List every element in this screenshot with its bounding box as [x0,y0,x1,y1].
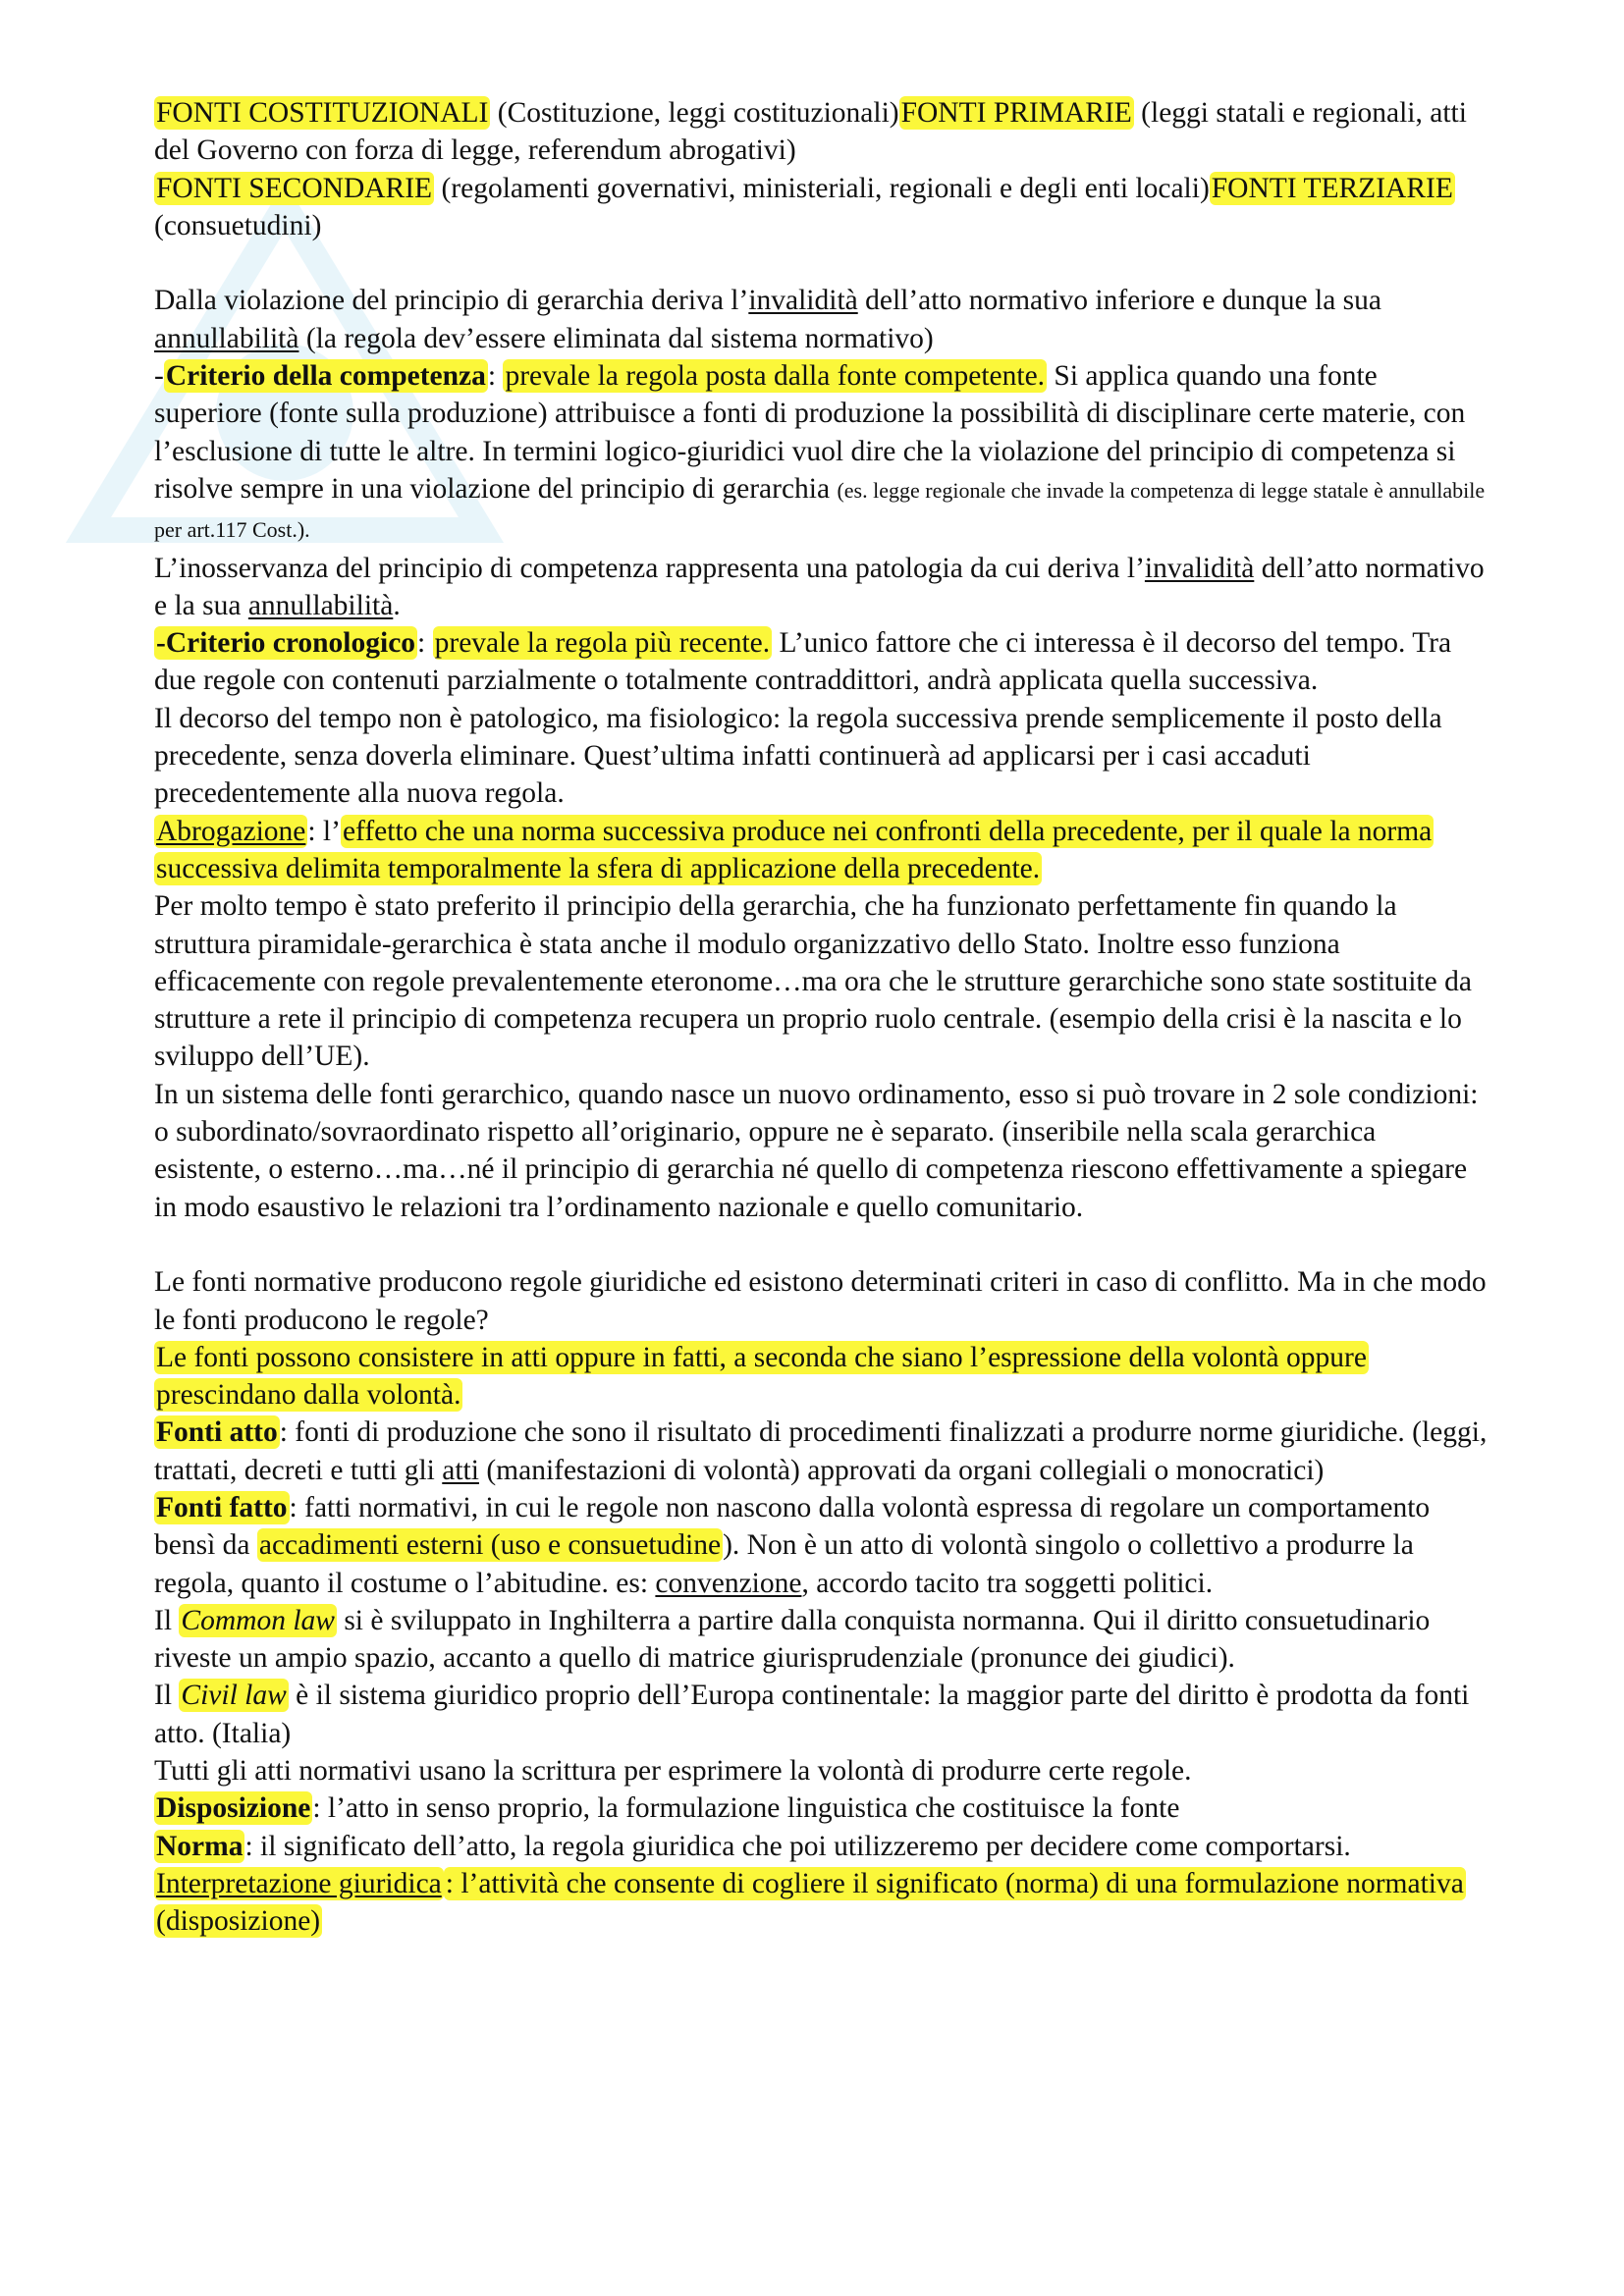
fonti-atto-paragraph: Fonti atto: fonti di produzione che sono il risultato di procedimenti finalizzati a produrre norme giuridiche. (leggi, trattati, decreti e tutti gli atti (manifestazioni di volontà) approvati da organi collegiali o monocratici) [154,1416,1488,1486]
fonti-terziarie-label: FONTI TERZIARIE [1211,172,1453,204]
norma-label: Norma [156,1830,244,1862]
abrogazione-paragraph: Abrogazione: l’effetto che una norma successiva produce nei confronti della precedente, per il quale la norma successiva delimita temporalmente la sfera di applicazione della precedente. [156,815,1433,884]
criterio-cronologico-label: -Criterio cronologico [156,627,416,660]
inosservanza-paragraph: L’inosservanza del principio di competenza rappresenta una patologia da cui deriva l’invalidità dell’atto normativo e la sua annullabilità. [154,552,1485,621]
fonti-primarie-label: FONTI PRIMARIE [900,97,1132,129]
norma-paragraph: Norma: il significato dell’atto, la regola giuridica che poi utilizzeremo per decidere come comportarsi. [156,1830,1351,1862]
sistema-fonti-paragraph: In un sistema delle fonti gerarchico, quando nasce un nuovo ordinamento, esso si può trovare in 2 sole condizioni: o subordinato/sovraordinato rispetto all’originario, oppure ne è separato. (inseribile nella scala gerarchica esistente, o esterno…ma…né il principio di gerarchia né quello di competenza riescono effettivamente a spiegare in modo esaustivo le relazioni tra l’ordinamento nazionale e quello comunitario. [154,1078,1479,1223]
interpretazione-label: Interpretazione giuridica [156,1867,442,1899]
civil-law-paragraph: Il Civil law è il sistema giuridico proprio dell’Europa continentale: la maggior parte del diritto è prodotta da fonti atto. (Italia) [154,1680,1470,1749]
abrogazione-label: Abrogazione [156,815,306,847]
fonti-secondarie-label: FONTI SECONDARIE [156,172,433,204]
document-page [154,94,1489,1941]
fonti-costituzionali-label: FONTI COSTITUZIONALI [156,97,489,129]
decorso-paragraph: Il decorso del tempo non è patologico, ma fisiologico: la regola successiva prende semplicemente il posto della precedente, senza doverla eliminare. Quest’ultima infatti continuerà ad applicarsi per i casi accaduti precedentemente alla nuova regola. [154,702,1442,810]
scrittura-paragraph: Tutti gli atti normativi usano la scrittura per esprimere la volontà di produrre certe regole. [154,1755,1192,1788]
criterio-cronologico-paragraph: -Criterio cronologico: prevale la regola più recente. L’unico fattore che ci interessa è il decorso del tempo. Tra due regole con contenuti parzialmente o totalmente contraddittori, andrà applicata quella successiva. [154,627,1452,697]
criterio-competenza-paragraph: -Criterio della competenza: prevale la regola posta dalla fonte competente. Si applica quando una fonte superiore (fonte sulla produzione) attribuisce a fonti di produzione la possibilità di disciplinare certe materie, con l’esclusione di tutte le altre. In termini logico-giuridici vuol dire che la violazione del principio di competenza si risolve sempre in una violazione del principio di gerarchia (es. legge regionale che invade la competenza di legge statale è annullabile per art.117 Cost.). [154,360,1486,543]
fonti-fatto-paragraph: Fonti fatto: fatti normativi, in cui le regole non nascono dalla volontà espressa di regolare un comportamento bensì da accadimenti esterni (uso e consuetudine). Non è un atto di volontà singolo o collettivo a produrre la regola, quanto il costume o l’abitudine. es: convenzione, accordo tacito tra soggetti politici. [154,1491,1431,1599]
fonti-fatto-label: Fonti fatto [156,1491,288,1523]
interpretazione-paragraph: Interpretazione giuridica : l’attività che consente di cogliere il significato (norma) di una formulazione normativa (disposizione) [156,1867,1464,1938]
fonti-normative-intro: Le fonti normative producono regole giuridiche ed esistono determinati criteri in caso di conflitto. Ma in che modo le fonti producono le regole? [154,1266,1487,1336]
criterio-competenza-label: Criterio della competenza [165,360,486,393]
disposizione-paragraph: Disposizione: l’atto in senso proprio, la formulazione linguistica che costituisce la fonte [156,1792,1180,1825]
fonti-list: FONTI COSTITUZIONALI (Costituzione, leggi costituzionali)FONTI PRIMARIE (leggi statali e regionali, atti del Governo con forza di legge, referendum abrogativi) FONTI SECONDARIE (regolamenti governativi, ministeriali, regionali e degli enti locali)FONTI TERZIARIE (consuetudini) [154,97,1467,241]
common-law-label: Common law [181,1604,335,1636]
common-law-paragraph: Il Common law si è sviluppato in Inghilterra a partire dalla conquista normanna. Qui il diritto consuetudinario riveste un ampio spazio, accanto a quello di matrice giurisprudenziale (pronunce dei giudici). [154,1604,1431,1675]
per-molto-tempo-paragraph: Per molto tempo è stato preferito il principio della gerarchia, che ha funzionato perfettamente fin quando la struttura piramidale-gerarchica è stata anche il modulo organizzativo dello Stato. Inoltre esso funziona efficacemente con regole prevalentemente eteronome…ma ora che le strutture gerarchiche sono state sostituite da strutture a rete il principio di competenza recupera un proprio ruolo centrale. (esempio della crisi è la nascita e lo sviluppo dell’UE). [154,890,1472,1073]
civil-law-label: Civil law [181,1680,287,1712]
gerarchia-paragraph: Dalla violazione del principio di gerarchia deriva l’invalidità dell’atto normativo inferiore e dunque la sua annullabilità (la regola dev’essere eliminata dal sistema normativo) [154,285,1382,354]
fonti-atto-label: Fonti atto [156,1416,278,1449]
atti-fatti-paragraph: Le fonti possono consistere in atti oppure in fatti, a seconda che siano l’espressione della volontà oppure prescindano dalla volontà. [156,1341,1367,1412]
disposizione-label: Disposizione [156,1792,311,1825]
